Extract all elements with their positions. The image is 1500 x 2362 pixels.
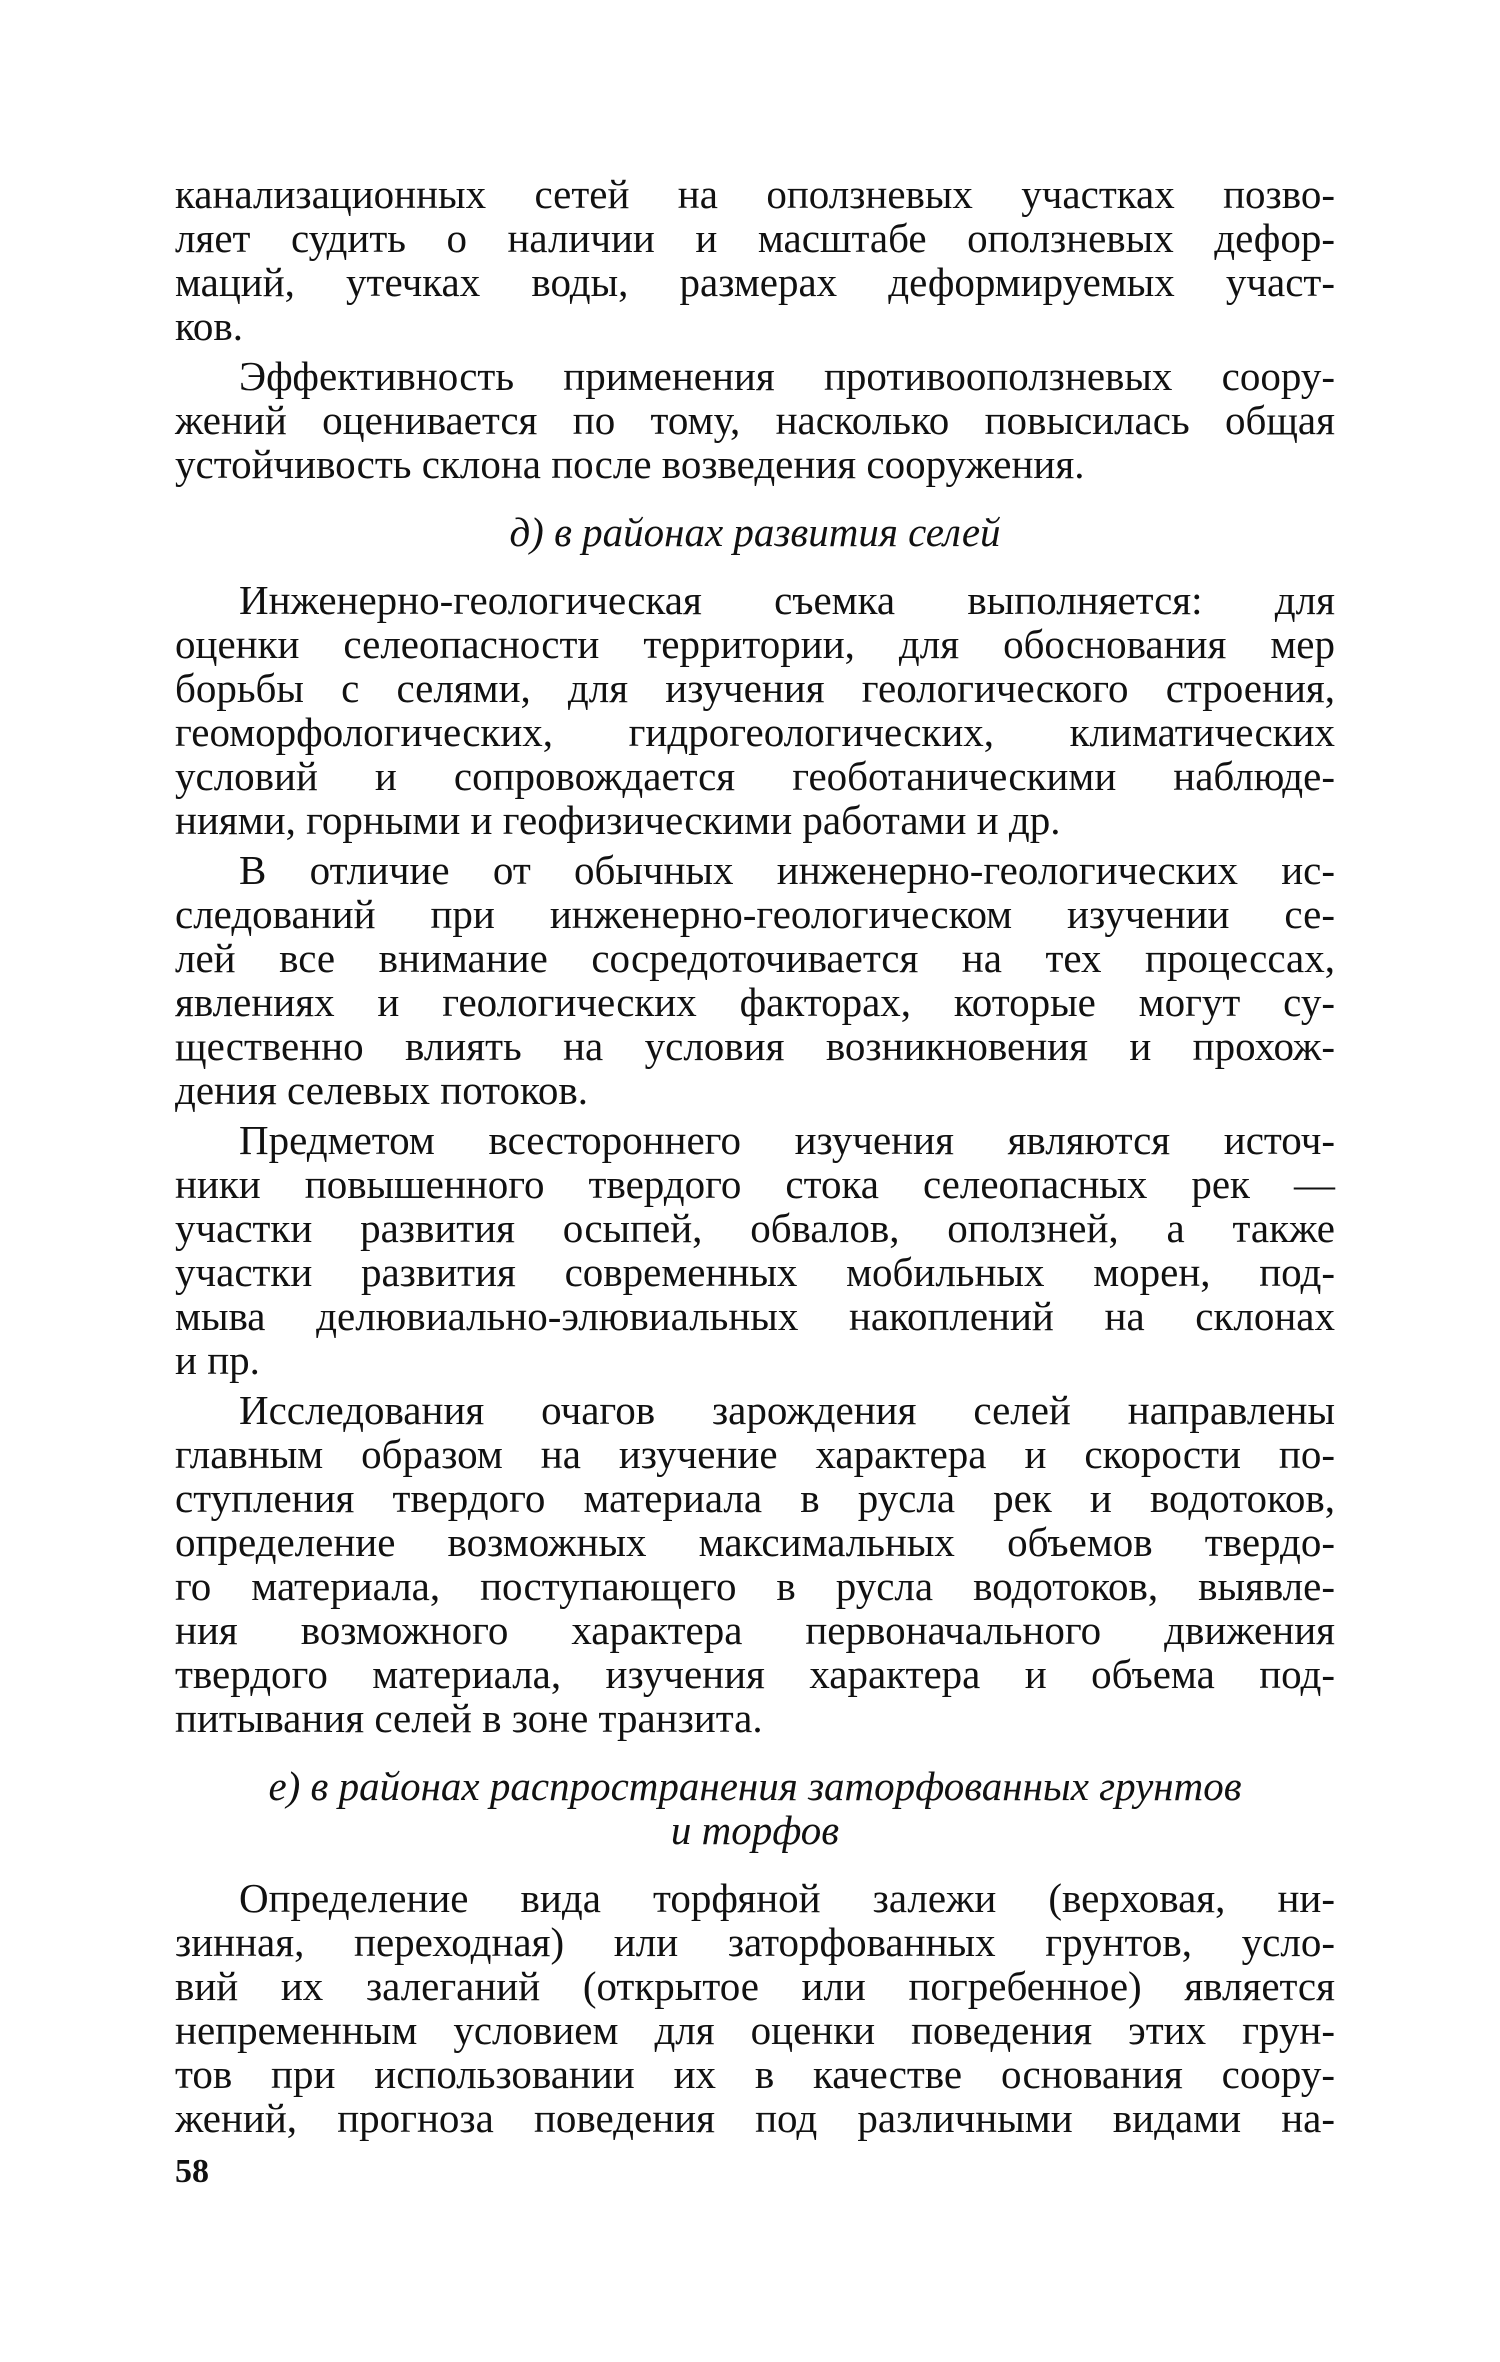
text-line: и пр. — [175, 1337, 260, 1383]
text-line: борьбы с селями, для изучения геологического строения, — [175, 665, 1335, 711]
page-number: 58 — [175, 2153, 209, 2190]
text-line: канализационных сетей на оползневых участках позво- — [175, 171, 1335, 217]
page-body — [175, 172, 1335, 2140]
text-line: ния возможного характера первоначального движения — [175, 1607, 1335, 1653]
text-line: условий и сопровождается геоботаническими наблюде- — [175, 753, 1335, 799]
text-line: определение возможных максимальных объемов твердо- — [175, 1519, 1335, 1565]
text-line: твердого материала, изучения характера и объема под- — [175, 1651, 1335, 1697]
para-6 — [175, 1388, 1335, 1740]
text-line: ники повышенного твердого стока селеопасных рек — — [175, 1161, 1335, 1207]
heading-line: д) в районах развития селей — [509, 509, 1001, 555]
para-3 — [175, 578, 1335, 842]
para-4 — [175, 848, 1335, 1112]
para-7 — [175, 1876, 1335, 2140]
text-line: следований при инженерно-геологическом изучении се- — [175, 891, 1335, 937]
para-2 — [175, 354, 1335, 486]
section-heading-d — [175, 510, 1335, 554]
text-line: маций, утечках воды, размерах деформируемых участ- — [175, 259, 1335, 305]
text-line: ступления твердого материала в русла рек и водотоков, — [175, 1475, 1335, 1521]
text-line: Предметом всестороннего изучения являются источ- — [239, 1117, 1335, 1163]
text-line: устойчивость склона после возведения сооружения. — [175, 441, 1085, 487]
text-line: геоморфологических, гидрогеологических, климатических — [175, 709, 1335, 755]
text-line: Определение вида торфяной залежи (верховая, ни- — [239, 1875, 1335, 1921]
text-line: ниями, горными и геофизическими работами и др. — [175, 797, 1061, 843]
text-line: питывания селей в зоне транзита. — [175, 1695, 763, 1741]
heading-line: е) в районах распространения заторфованных грунтов — [268, 1763, 1242, 1809]
text-line: дения селевых потоков. — [175, 1067, 588, 1113]
text-line: Исследования очагов зарождения селей направлены — [239, 1387, 1335, 1433]
text-line: явлениях и геологических факторах, которые могут су- — [175, 979, 1335, 1025]
text-line: вий их залеганий (открытое или погребенное) является — [175, 1963, 1335, 2009]
text-line: В отличие от обычных инженерно-геологических ис- — [239, 847, 1335, 893]
text-line: Инженерно-геологическая съемка выполняется: для — [239, 577, 1335, 623]
text-line: лей все внимание сосредоточивается на тех процессах, — [175, 935, 1335, 981]
para-1 — [175, 172, 1335, 348]
text-line: зинная, переходная) или заторфованных грунтов, усло- — [175, 1919, 1335, 1965]
heading-line: и торфов — [670, 1807, 840, 1853]
text-line: тов при использовании их в качестве основания соору- — [175, 2051, 1335, 2097]
text-line: ков. — [175, 303, 243, 349]
text-line: участки развития осыпей, обвалов, оползней, а также — [175, 1205, 1335, 1251]
para-5 — [175, 1118, 1335, 1382]
text-line: ляет судить о наличии и масштабе оползневых дефор- — [175, 215, 1335, 261]
text-line: жений оценивается по тому, насколько повысилась общая — [175, 397, 1335, 443]
text-line: главным образом на изучение характера и скорости по- — [175, 1431, 1335, 1477]
text-line: оценки селеопасности территории, для обоснования мер — [175, 621, 1335, 667]
text-line: жений, прогноза поведения под различными видами на- — [175, 2095, 1335, 2141]
text-line: участки развития современных мобильных морен, под- — [175, 1249, 1335, 1295]
text-line: непременным условием для оценки поведения этих грун- — [175, 2007, 1335, 2053]
text-line: мыва делювиально-элювиальных накоплений на склонах — [175, 1293, 1335, 1339]
text-line: щественно влиять на условия возникновения и прохож- — [175, 1023, 1335, 1069]
text-line: Эффективность применения противооползневых соору- — [239, 353, 1335, 399]
section-heading-e — [175, 1764, 1335, 1852]
text-line: го материала, поступающего в русла водотоков, выявле- — [175, 1563, 1335, 1609]
